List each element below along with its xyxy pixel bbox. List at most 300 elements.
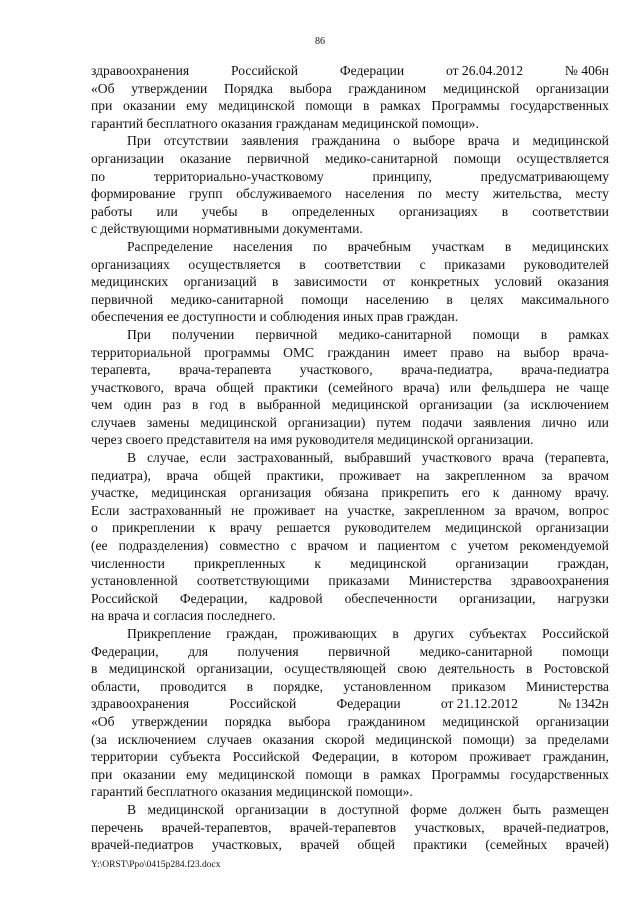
word: Прикрепление [127, 626, 211, 641]
word: не [230, 502, 245, 518]
word: медицинской [218, 98, 295, 114]
word: медицинской [108, 661, 186, 677]
word: врачом [307, 538, 349, 554]
word: в [392, 626, 399, 641]
word: общей [216, 379, 254, 395]
word: форме [410, 801, 448, 817]
word: в [246, 678, 254, 694]
word: Российской [541, 626, 609, 641]
word: участке, [91, 485, 139, 501]
word: в [91, 661, 98, 677]
word: в [299, 256, 306, 272]
word: практики [264, 379, 318, 395]
word: здравоохранения [510, 573, 609, 589]
word: порядке, [273, 678, 324, 694]
text-line: на врача и согласия последнего. [91, 608, 276, 624]
word: руководителем [344, 520, 431, 536]
word: медицинских [91, 274, 169, 290]
word: общей [357, 837, 395, 853]
word: Если [91, 502, 120, 518]
word: организации, [196, 661, 273, 677]
word: конкретных [410, 274, 480, 290]
word: при [91, 766, 113, 782]
word: территориально-участковому [153, 168, 324, 184]
word: приказами [444, 256, 506, 272]
word: оказания [262, 731, 315, 747]
word: организации [91, 150, 164, 166]
word: на [416, 467, 430, 483]
text-line: через своего представителя на имя руководителя медицинской организации. [91, 432, 534, 448]
word: организациях [91, 256, 170, 272]
word: помощи [453, 150, 501, 166]
word: Российской [229, 696, 297, 712]
word: № 406н [564, 63, 609, 78]
word: выбора [288, 713, 331, 729]
word: закрепленном [445, 467, 526, 483]
text-line [91, 396, 609, 414]
word: год [209, 397, 229, 413]
word: педиатра), [91, 467, 151, 483]
word: медико-санитарной [338, 326, 452, 342]
word: прикрепить [381, 485, 449, 501]
text-line [91, 449, 609, 467]
text-line [91, 660, 609, 678]
word: на [324, 502, 338, 518]
word: врачей) [565, 837, 609, 853]
word: ему [186, 766, 208, 782]
word: от [382, 274, 396, 290]
word: перечень [91, 819, 144, 835]
word: Ростовской [543, 661, 609, 677]
word: рекомендуемой [519, 538, 609, 554]
word: с [290, 538, 297, 554]
word: населению [365, 291, 429, 307]
word: Федерации, [91, 643, 159, 659]
word: врача- [572, 344, 609, 360]
word: получения [237, 643, 299, 659]
word: максимального [521, 291, 609, 307]
word: если [199, 450, 227, 466]
word: Российской [232, 749, 300, 765]
word: Министерства [408, 573, 492, 589]
word: врача [174, 379, 206, 395]
word: застрахованный, [237, 450, 334, 466]
word: практики [413, 837, 467, 853]
word: первичной [247, 150, 309, 166]
word: в [363, 98, 370, 114]
word: программы [204, 344, 270, 360]
word: утверждении [131, 80, 208, 96]
word: врача-терапевта [179, 362, 272, 378]
word: в [261, 203, 268, 219]
word: врача-педиатра, [401, 362, 493, 378]
word: врача-педиатра [520, 362, 609, 378]
word: доступной [337, 801, 399, 817]
text-line [91, 62, 609, 80]
word: помощи [562, 643, 609, 659]
word: помощи [305, 766, 353, 782]
word: врача [166, 467, 199, 483]
word: граждан, [226, 626, 278, 641]
word: населения [345, 186, 405, 202]
word: организации [455, 555, 529, 571]
word: Программы [431, 766, 500, 782]
word: медицинской [349, 555, 427, 571]
word: и [512, 133, 520, 149]
word: первичной [255, 326, 318, 342]
word: имеет [403, 344, 438, 360]
text-line [91, 467, 609, 485]
word: размещен [552, 801, 609, 817]
word: других [414, 626, 454, 641]
word: «Об [91, 713, 115, 729]
word: гражданина [311, 133, 381, 149]
word: проводится [160, 678, 227, 694]
text-line [91, 519, 609, 537]
word: врачей-терапевтов [289, 819, 397, 835]
word: ему [186, 98, 208, 114]
text-line [91, 643, 609, 661]
word: врачей-терапевтов, [161, 819, 272, 835]
word: Федерации, [311, 749, 380, 765]
text-line: гарантий бесплатного оказания медицинской помощи». [91, 784, 413, 800]
word: с [419, 256, 426, 272]
word: участковых, [414, 819, 485, 835]
word: определенных [291, 203, 375, 219]
word: не [555, 379, 570, 395]
word: групп [189, 186, 223, 202]
word: численности [91, 555, 165, 571]
word: раз [162, 397, 181, 413]
word: В [127, 801, 137, 817]
word: пределами [547, 731, 609, 747]
word: Распределение [127, 238, 213, 254]
text-line [91, 80, 609, 98]
word: или [449, 379, 472, 395]
word: установленной [91, 573, 178, 589]
word: право [450, 344, 484, 360]
word: фельдшера [481, 379, 546, 395]
word: выбор [523, 344, 560, 360]
word: скорой [325, 731, 365, 747]
word: о [91, 520, 98, 536]
text-line: гарантий бесплатного оказания гражданам медицинской помощи». [91, 115, 479, 131]
word: медико-санитарной [324, 150, 438, 166]
word: медицинской [445, 520, 522, 536]
word: помощи [472, 326, 520, 342]
word: в [525, 661, 533, 677]
text-line [91, 291, 609, 309]
text-line [91, 97, 609, 115]
word: за [525, 731, 537, 747]
word: При [127, 133, 151, 149]
text-line [91, 379, 609, 397]
word: участкового, [91, 379, 164, 395]
word: в [272, 274, 279, 290]
word: проживает [339, 467, 401, 483]
word: котором [410, 749, 458, 765]
word: на [496, 344, 511, 360]
word: получении [172, 326, 235, 342]
word: закрепленном [404, 502, 485, 518]
text-line [91, 326, 609, 344]
word: организации [535, 80, 609, 96]
text-line [91, 361, 609, 379]
word: участкового, [299, 362, 373, 378]
word: помощи [301, 291, 349, 307]
word: от 21.12.2012 [440, 696, 518, 712]
word: случаев [206, 731, 252, 747]
word: терапевта, [91, 362, 151, 378]
word: участкам [431, 238, 485, 254]
word: выбравший [344, 450, 411, 466]
word: с [450, 538, 457, 554]
text-line [91, 748, 609, 766]
word: к [492, 485, 500, 501]
word: медицинской [442, 713, 519, 729]
word: организаций [183, 274, 257, 290]
word: предусматривающему [480, 168, 609, 184]
word: № 1342н [558, 696, 609, 712]
word: отсутствии [163, 133, 229, 149]
word: или [587, 414, 609, 430]
word: территории [91, 749, 158, 765]
word: в [363, 766, 370, 782]
word: медицинской [218, 766, 295, 782]
word: месту [575, 186, 609, 202]
word: оказания [557, 274, 609, 290]
word: случаев [91, 414, 136, 430]
word: зависимости [293, 274, 368, 290]
word: гражданином [348, 80, 427, 96]
word: порядка [224, 713, 272, 729]
word: гражданином [347, 713, 426, 729]
word: населения [233, 238, 293, 254]
text-line [91, 185, 609, 203]
text-line: обеспечения ее доступности и соблюдения иных прав граждан. [91, 309, 459, 325]
word: принципу, [372, 168, 432, 184]
text-line [91, 555, 609, 573]
word: При [127, 326, 151, 342]
word: в [446, 291, 453, 307]
word: заявления [241, 133, 299, 149]
word: Российской [91, 590, 158, 606]
word: приказами [328, 573, 390, 589]
word: свою [397, 661, 427, 677]
word: медико-санитарной [170, 291, 284, 307]
word: соответствии [532, 203, 609, 219]
word: здравоохранения [91, 63, 190, 78]
word: осуществляется [516, 150, 609, 166]
word: проживает [253, 502, 316, 518]
text-line [91, 572, 609, 590]
word: медико-санитарной [419, 643, 533, 659]
word: врача [502, 450, 534, 466]
word: Программы [431, 98, 500, 114]
word: врачей [300, 837, 340, 853]
word: Федерации [339, 63, 405, 78]
word: обязана [324, 485, 369, 501]
word: участковых, [211, 837, 282, 853]
page-number: 86 [315, 36, 325, 47]
word: совместно [219, 538, 280, 554]
text-line [91, 819, 609, 837]
word: проживающих [292, 626, 378, 641]
text-line [91, 695, 609, 713]
word: в [391, 749, 399, 765]
word: пациентом [377, 538, 440, 554]
word: условий [494, 274, 543, 290]
word: решается [276, 520, 331, 536]
text-line [91, 678, 609, 696]
word: путем [376, 414, 411, 430]
text-line [91, 836, 609, 854]
word: государственных [510, 98, 609, 114]
text-line [91, 238, 609, 256]
word: утверждении [131, 713, 208, 729]
word: его [461, 485, 480, 501]
word: в [191, 397, 199, 413]
word: Министерства [526, 678, 609, 694]
text-line [91, 502, 609, 520]
text-line [91, 766, 609, 784]
word: медицинской [532, 133, 609, 149]
word: замены [146, 414, 190, 430]
word: исключением [117, 731, 197, 747]
word: и [359, 538, 367, 554]
word: помощи) [462, 731, 515, 747]
word: организации [535, 713, 609, 729]
word: медицинской [147, 801, 224, 817]
word: подразделения) [118, 538, 209, 554]
word: за [494, 502, 506, 518]
word: выбранной [256, 397, 321, 413]
word: Российской [231, 63, 299, 78]
word: (за [91, 731, 107, 747]
word: врачом [568, 467, 609, 483]
word: кадровой [269, 590, 323, 606]
word: субъектах [469, 626, 527, 641]
word: рамках [380, 98, 421, 114]
text-line [91, 625, 609, 643]
word: Порядка [223, 80, 273, 96]
word: работы [91, 203, 133, 219]
word: жительства, [492, 186, 562, 202]
word: врачу. [574, 485, 609, 501]
word: исключением [530, 397, 609, 413]
word: ОМС [283, 344, 315, 360]
text-line [91, 150, 609, 168]
word: к [209, 520, 216, 536]
word: врачом, [515, 502, 560, 518]
word: должен [458, 801, 502, 817]
word: для [188, 643, 209, 659]
word: формирование [91, 186, 176, 202]
word: участкового [421, 450, 492, 466]
word: обслуживаемого [236, 186, 332, 202]
word: осуществляющей [284, 661, 387, 677]
word: по [417, 186, 432, 202]
word: заявления [473, 414, 531, 430]
word: выбора [289, 80, 332, 96]
text-line: с действующими нормативными документами. [91, 221, 363, 237]
word: организации [535, 520, 609, 536]
word: организация [239, 485, 312, 501]
word: соответствующими [196, 573, 310, 589]
footer-file-path: Y:\ORST\Ppo\0415p284.f23.docx [91, 860, 221, 870]
word: граждан, [557, 555, 609, 571]
word: Федерации [336, 696, 401, 712]
word: быть [512, 801, 542, 817]
text-line [91, 713, 609, 731]
word: нагрузки [557, 590, 609, 606]
text-line [91, 414, 609, 432]
word: оказании [123, 98, 176, 114]
text-line [91, 132, 609, 150]
word: организации, [459, 590, 536, 606]
word: установленном [343, 678, 432, 694]
word: случае, [147, 450, 189, 466]
word: (за [503, 397, 520, 413]
word: прикреплении [112, 520, 195, 536]
word: области, [91, 678, 140, 694]
word: о [393, 133, 400, 149]
word: за [541, 467, 553, 483]
word: застрахованный [128, 502, 222, 518]
word: при [91, 98, 113, 114]
word: в [540, 326, 548, 342]
word: медицинской [375, 731, 452, 747]
word: врачу [229, 520, 263, 536]
word: организациях [398, 203, 478, 219]
word: медицинской [331, 397, 409, 413]
word: врачей-педиатров [91, 837, 194, 853]
word: общей [213, 467, 252, 483]
word: рамках [568, 326, 609, 342]
word: «Об [91, 80, 115, 96]
word: (семейных [485, 837, 548, 853]
word: или [156, 203, 178, 219]
word: (ее [91, 538, 108, 554]
text-line [91, 203, 609, 221]
word: прикрепленных [193, 555, 286, 571]
word: по [91, 168, 106, 184]
word: медицинской [442, 80, 520, 96]
word: первичной [328, 643, 391, 659]
word: здравоохранения [91, 696, 190, 712]
word: первичной [91, 291, 153, 307]
text-line [91, 537, 609, 555]
text-line [91, 484, 609, 502]
word: медицинских [531, 238, 609, 254]
word: участке, [347, 502, 395, 518]
word: организации [419, 397, 493, 413]
word: руководителей [523, 256, 609, 272]
word: осуществляется [188, 256, 281, 272]
word: рамках [380, 766, 421, 782]
word: оказание [179, 150, 232, 166]
word: врача [467, 133, 500, 149]
word: учебы [201, 203, 238, 219]
word: целях [470, 291, 504, 307]
word: (семейного [328, 379, 393, 395]
word: Федерации, [179, 590, 248, 606]
word: медицинская [151, 485, 227, 501]
text-line [91, 168, 609, 186]
word: практики, [266, 467, 324, 483]
word: В [127, 450, 137, 466]
word: выборе [412, 133, 455, 149]
